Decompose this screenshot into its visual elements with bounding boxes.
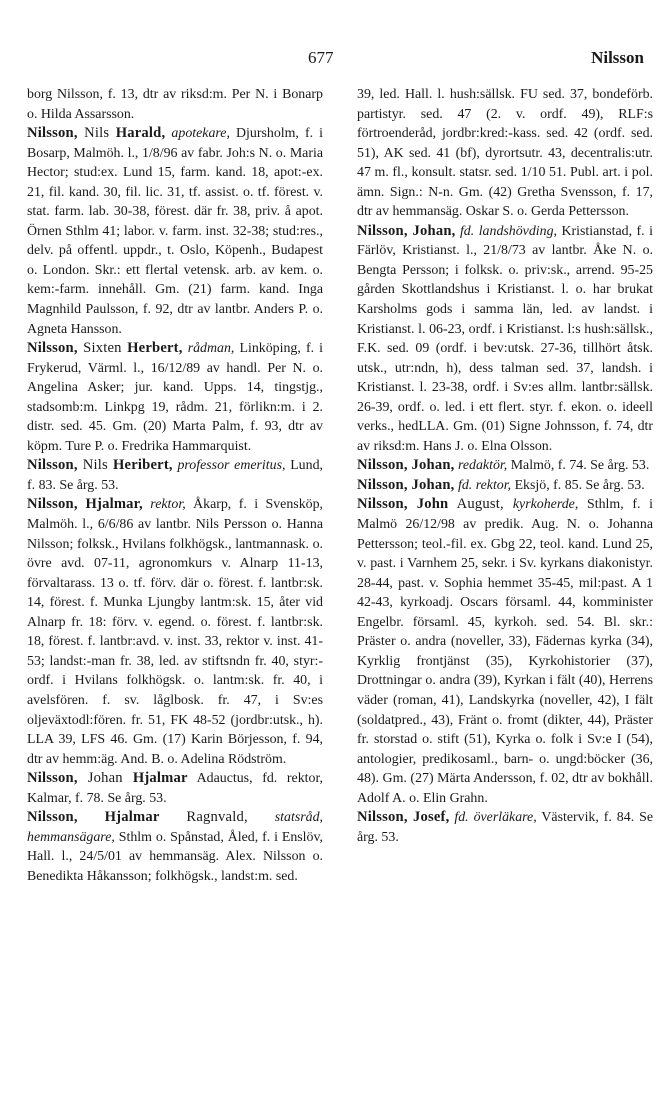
entry-nilsson-johan-redaktor — [357, 456, 653, 476]
entry-text: Adauctus, fd. rektor, Kalmar, f. 78. Se årg. 53. — [27, 771, 324, 806]
entry-nilsson-josef — [357, 808, 653, 847]
entry-text: Djursholm, f. i Bosarp, Malmöh. l., 1/8/96 av fabr. Joh:s N. o. Maria Hector; stud:ex. Lund 15, farm. kand. 18, apot:-ex. 21, fil. kand. 30, fil. lic. 31, tf. assist. o. tf. förest. v. stat. farm. lab. 30-38, förest. där fr. 38, priv. å apot. Örnen Sthlm 41; labor. v. farm. inst. 32-38; stud:res., delv. på offentl. uppdr., t. Oslo, Köpenh., Budapest o. London. Skr.: ett flertal vetensk. arb. av kem. o. kem:-farm. innehåll. Gm. (21) farm. kand. Inga Magnhild Paulsson, f. 92, dtr av lantbr. Anders P. o. Agneta Hansson. — [27, 126, 323, 337]
entry-title: fd. överläkare, — [449, 810, 537, 826]
entry-text: Kristianstad, f. i Färlöv, Kristianst. l., 21/8/73 av lantbr. Åke N. o. Bengta Persson; i folksk. o. priv:sk., arrend. 95-25 gården Skottlandshus i Kristianst. l. o. har brukat Karsholms gods i samma län, led. av landst. i Kristianst. l. 06-23, ordf. i Kristianst. l:s hush:sällsk., F.K. sed. 09 (ordf. i bev:utsk. 27-36, tillhört åtsk. utsk., utr:ndn, h), dess talman sed. 37, landsh. i Kristianst. l. 23-38, ordf. i Sv:es allm. lantbr:sällsk. 26-39, ordf. o. led. i ett flert. styr. f. ekon. o. ideell verks., hedLLA. Gm. (01) Signe Johnsson, f. 74, dtr av riksd:m. Hans J. o. Elna Olsson. — [357, 223, 653, 454]
entry-title: fd. rektor, — [454, 477, 512, 493]
entry-nilsson-johan-rektor — [357, 476, 653, 496]
entry-nilsson-heribert — [27, 456, 323, 495]
entry-name: Nilsson, Nils Heribert, — [27, 457, 173, 474]
entry-nilsson-hjalmar-adauctus — [27, 769, 323, 808]
page-header — [28, 48, 644, 74]
entry-title: statsråd, hemmansägare, — [27, 810, 323, 845]
entry-nilsson-john — [357, 495, 653, 808]
entry-text: Åkarp, f. i Svensköp, Malmöh. l., 6/6/86 av lantbr. Nils Persson o. Hanna Nilsson; folksk., Hvilans folkhögsk., lantmannask. o. övre avd. 07-11, agronomkurs v. Alnarp 11-13, förvaltarass. 13 o. tf. förv. där o. förest. f. lantbr:sk. 14, förest. f. Munka Ljungby lantm:sk. 15, åter vid Alnarp fr. 18: förv. v. egend. o. förest. f. lantbr:sk. 18, förest. f. lantbr:avd. v. inst. 33, rektor v. inst. 41-53; landst:-man fr. 38, led. av stiftsndn fr. 40, styr:-ordf. i Hvilans folkhögsk. o. lantm:sk. fr. 40, i avelsfören. f. sv. låglbosk. fr. 47, i Sv:es oljeväxtodl:fören. fr. 51, FK 48-52 (jordbr:utsk., h). LLA 39, LFS 46. Gm. (17) Karin Börjesson, f. 94, dtr av hemm:äg. And. B. o. Adelina Rödström. — [27, 497, 324, 767]
entry-nilsson-hjalmar-rektor — [27, 495, 323, 769]
entry-nilsson-herbert — [27, 339, 323, 456]
entry-title: fd. landshövding, — [455, 223, 558, 239]
entry-nilsson-harald — [27, 124, 323, 339]
entry-text: Västervik, f. 84. Se årg. 53. — [357, 810, 653, 845]
entry-title: professor emeritus, — [172, 458, 286, 474]
entry-text: Eksjö, f. 85. Se årg. 53. — [511, 477, 645, 493]
entry-hjalmar-statsrad-continued: 39, led. Hall. l. hush:sällsk. FU sed. 37, bondeförb. partistyr. sed. 47 (2. v. ordf. 49), RLF:s förtroenderåd, jordbr:kred:-kass. sed. 42 (ordf. sed. 51), AK sed. 41 (bf), dyrortsutr. 43, decentralis:utr. 47 m. fl., konsult. statsr. sed. 1/10 51. Publ. art. i pol. ämn. Sign.: N-n. Gm. (42) Gretha Svensson, f. 17, dtr av hemmansäg. Oskar S. o. Gerda Pettersson. — [357, 87, 653, 220]
entry-text: Linköping, f. i Frykerud, Värml. l., 16/12/89 av handl. Per N. o. Angelina Asker; jur. kand. Upps. 14, tingstjg., stadsomb:m. Linkpg 19, rådm. 21, förlikn:m. i 2. distr. sed. 45. Gm. (20) Marta Palm, f. 93, dtr av köpm. Ture P. o. Fredrika Hammarquist. — [27, 341, 323, 454]
entry-name: Nilsson, John August, — [357, 496, 513, 513]
entry-title: apotekare, — [165, 126, 230, 142]
page-number: 677 — [308, 48, 334, 67]
entry-text: Lund, f. 83. Se årg. 53. — [27, 458, 323, 493]
entry-title: kyrkoherde, — [512, 497, 579, 513]
entry-text: Sthlm, f. i Malmö 26/12/98 av predik. Aug. N. o. Johanna Pettersson; teol.-fil. ex. Gbg 22, teol. kand. Lund 25, v. past. i Varnhem 25, sekr. i Sv. kyrkans diakonistyr. 28-44, past. v. Sophia hemmet 35-45, mil:past. A 1 42-43, kyrkoadj. Oscars församl. 44, komminister Engelbr. församl. 45, kyrkoh. sed. 54. Bl. skr.: Präster o. andra (noveller, 33), Fädernas kyrka (34), Kyrklig frontjänst (35), Kyrkohistorier (37), Drottningar o. andra (39), Kyrkan i fält (40), Herrens väder (roman, 41), Landskyrka (noveller, 42), I fält (soldatpred., 43), Fränt o. fromt (dikter, 44), Präster fr. storstad o. stift (51), Kyrka o. folk i Sv:e I (54), antologier, predikosaml., barn- o. ungd:böcker (36, 48). Gm. (27) Märta Andersson, f. 02, dtr av bokhåll. Adolf A. o. Elin Grahn. — [357, 497, 653, 806]
entry-name: Nilsson, Johan, — [357, 457, 455, 474]
entry-title: redaktör, — [454, 458, 508, 474]
entry-borg-continued: borg Nilsson, f. 13, dtr av riksd:m. Per N. i Bonarp o. Hilda Assarsson. — [27, 87, 323, 122]
entry-name: Nilsson, Johan Hjalmar — [27, 770, 188, 787]
entry-text: Sthlm o. Spånstad, Åled, f. i Enslöv, Hall. l., 24/5/01 av hemmansäg. Alex. Nilsson o. Benedikta Håkansson; folkhögsk., landst:m. sed. — [27, 829, 323, 884]
left-column — [27, 85, 323, 886]
entry-title: rektor, — [142, 497, 186, 513]
entry-name: Nilsson, Sixten Herbert, — [27, 340, 183, 357]
entry-name: Nilsson, Josef, — [357, 809, 450, 826]
entry-text: Malmö, f. 74. Se årg. 53. — [507, 458, 650, 474]
entry-name: Nilsson, Hjalmar Ragnvald, — [27, 809, 275, 826]
right-column — [357, 85, 653, 847]
entry-name: Nilsson, Hjalmar, — [27, 496, 143, 513]
running-head: Nilsson — [591, 48, 644, 67]
entry-name: Nilsson, Nils Harald, — [27, 125, 166, 142]
entry-name: Nilsson, Johan, — [357, 222, 456, 239]
entry-nilsson-hjalmar-statsrad — [27, 808, 323, 886]
entry-name: Nilsson, Johan, — [357, 476, 455, 493]
entry-nilsson-johan-landshovding — [357, 222, 653, 457]
entry-title: rådman, — [182, 341, 235, 357]
